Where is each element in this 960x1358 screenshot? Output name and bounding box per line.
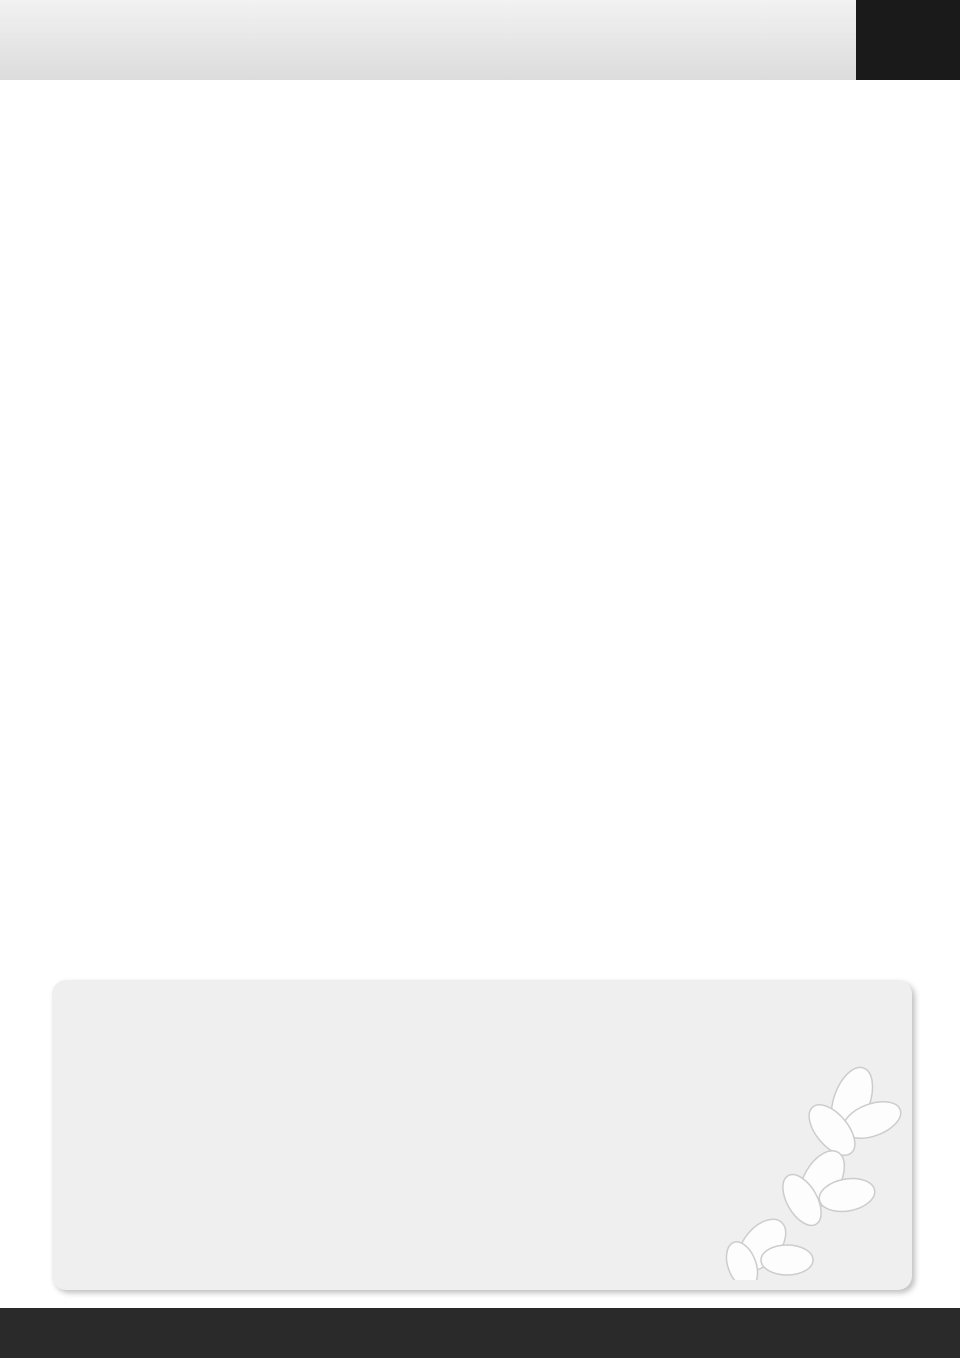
header-band	[0, 0, 960, 80]
footer-disclaimer	[0, 1308, 960, 1358]
flower-decoration	[702, 1060, 902, 1280]
logo-65-plus	[856, 0, 960, 80]
dessutom-box	[52, 980, 912, 1290]
